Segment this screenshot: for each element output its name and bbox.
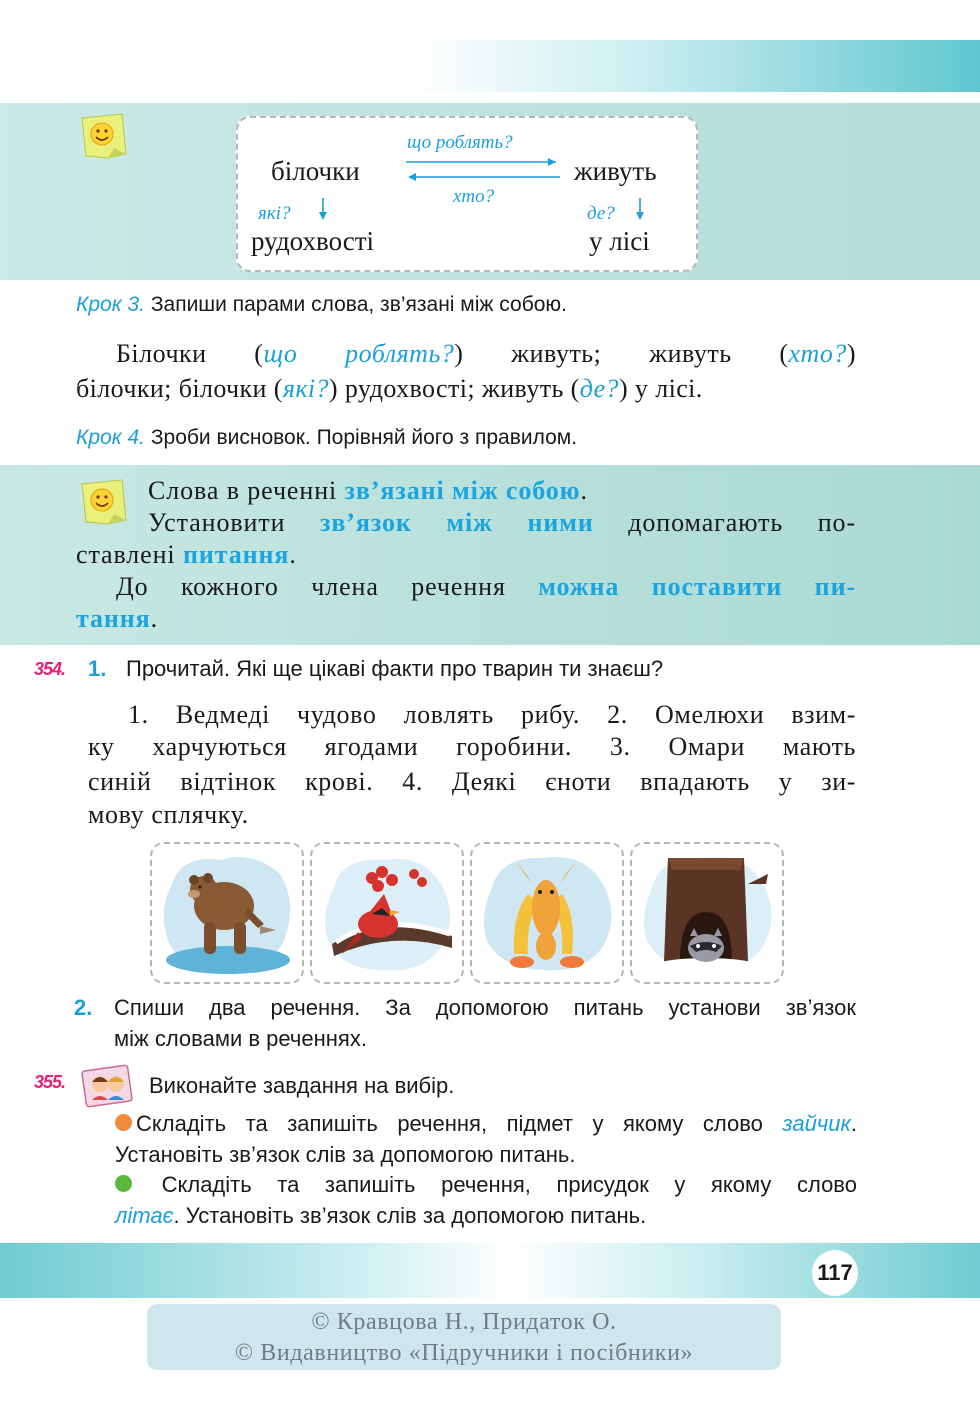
pairs-text: ) у лісі. (618, 374, 703, 403)
step3-text: Запиши парами слова, зв’язані між собою. (145, 293, 567, 316)
rule-text: . (580, 476, 588, 505)
orange-dot-icon (115, 1114, 132, 1131)
task-2-number: 2. (74, 995, 93, 1020)
rule-text: Установити (148, 508, 321, 537)
facts-line-3: синій відтінок крові. 4. Деякі єноти впадають у зи- (88, 767, 856, 796)
task-2-line-1: Спиши два речення. За допомогою питань установи зв’язок (114, 995, 856, 1020)
smiley-note-icon (78, 478, 130, 533)
rule-text: допомагають по- (593, 508, 856, 537)
rule-text: До кожного члена речення (116, 572, 539, 601)
exercise-355-number: 355. (34, 1072, 66, 1092)
pairs-question: хто? (788, 339, 847, 368)
rule-line-5 (76, 604, 158, 634)
pairs-text: ) рудохвості; живуть ( (328, 374, 580, 403)
step3-label: Крок 3. (76, 293, 145, 316)
scheme-word-squirrels: білочки (271, 156, 360, 186)
option-orange (115, 1111, 857, 1137)
step4-instruction (76, 426, 577, 450)
raccoon-image (630, 842, 784, 984)
pairs-question: які? (282, 374, 329, 403)
task-1-text: Прочитай. Які ще цікаві факти про тварин ти знаєш? (126, 656, 664, 681)
pairs-question: де? (579, 374, 619, 403)
option-keyword: літає (115, 1203, 174, 1228)
facts-line-1: 1. Ведмеді чудово ловлять рибу. 2. Омелюхи взим- (128, 700, 856, 729)
rule-text: . (150, 604, 159, 633)
rule-text: Слова в реченні (148, 476, 345, 505)
copyright-box (147, 1304, 781, 1370)
rule-highlight: питання (182, 540, 290, 569)
question-which: які? (258, 203, 291, 224)
rule-text: . (289, 540, 297, 569)
option-green-line-2 (115, 1203, 646, 1229)
waxwing-bird-image (310, 842, 464, 984)
bear-image (150, 842, 304, 984)
option-text: Складіть та запишіть речення, підмет у якому слово (136, 1111, 783, 1136)
arrow-down-icon (633, 196, 647, 222)
exercise-354-number: 354. (34, 659, 66, 679)
rule-line-3 (76, 540, 297, 570)
scheme-word-in-forest: у лісі (589, 226, 650, 256)
pairs-question: що роблять? (263, 339, 455, 368)
scheme-word-redtailed: рудохвості (251, 226, 375, 256)
rule-line-1 (148, 476, 588, 506)
pairs-line-2 (76, 374, 703, 404)
double-arrow-icon (402, 154, 564, 184)
option-orange-line-2: Установіть зв’язок слів за допомогою питань. (115, 1142, 576, 1167)
lobster-image (470, 842, 624, 984)
rule-highlight: тання (76, 604, 151, 633)
question-what-do: що роблять? (407, 132, 513, 153)
green-dot-icon (115, 1175, 132, 1192)
rule-highlight: можна поставити пи- (538, 572, 857, 601)
children-pair-icon (80, 1062, 136, 1117)
page-number: 117 (812, 1250, 858, 1296)
facts-line-2: ку харчуються ягодами горобини. 3. Омари мають (88, 732, 856, 761)
rule-line-2 (148, 508, 856, 538)
pairs-text: ) (846, 339, 856, 368)
pairs-text: Білочки ( (116, 339, 264, 368)
arrow-down-icon (316, 196, 330, 222)
rule-text: ставлені (76, 540, 183, 569)
option-keyword: зайчик (782, 1111, 851, 1136)
step3-instruction (76, 293, 567, 317)
copyright-publisher: © Видавництво «Підручники і посібники» (234, 1340, 694, 1366)
question-where: де? (587, 203, 615, 224)
question-who: хто? (453, 186, 495, 207)
rule-highlight: зв’язок між ними (320, 508, 594, 537)
option-text: Складіть та запишіть речення, присудок у якому слово (161, 1172, 857, 1197)
rule-line-4 (116, 572, 856, 602)
facts-line-4: мову сплячку. (88, 800, 249, 829)
exercise-355-title: Виконайте завдання на вибір. (149, 1073, 455, 1098)
option-text: . Установіть зв’язок слів за допомогою питань. (173, 1203, 647, 1228)
step4-label: Крок 4. (76, 426, 145, 449)
smiley-note-icon (78, 112, 130, 167)
pairs-line-1 (116, 339, 856, 369)
option-text: . (850, 1111, 857, 1136)
step4-text: Зроби висновок. Порівняй його з правилом. (145, 426, 578, 449)
option-green (115, 1172, 857, 1198)
task-2-line-2: між словами в реченнях. (114, 1026, 367, 1051)
pairs-text: білочки; білочки ( (76, 374, 283, 403)
copyright-authors: © Кравцова Н., Придаток О. (311, 1309, 617, 1335)
top-decor-band (0, 40, 980, 92)
pairs-text: ) живуть; живуть ( (454, 339, 789, 368)
scheme-word-live: живуть (574, 156, 657, 186)
rule-highlight: зв’язані між собою (344, 476, 581, 505)
task-1-number: 1. (88, 656, 107, 681)
